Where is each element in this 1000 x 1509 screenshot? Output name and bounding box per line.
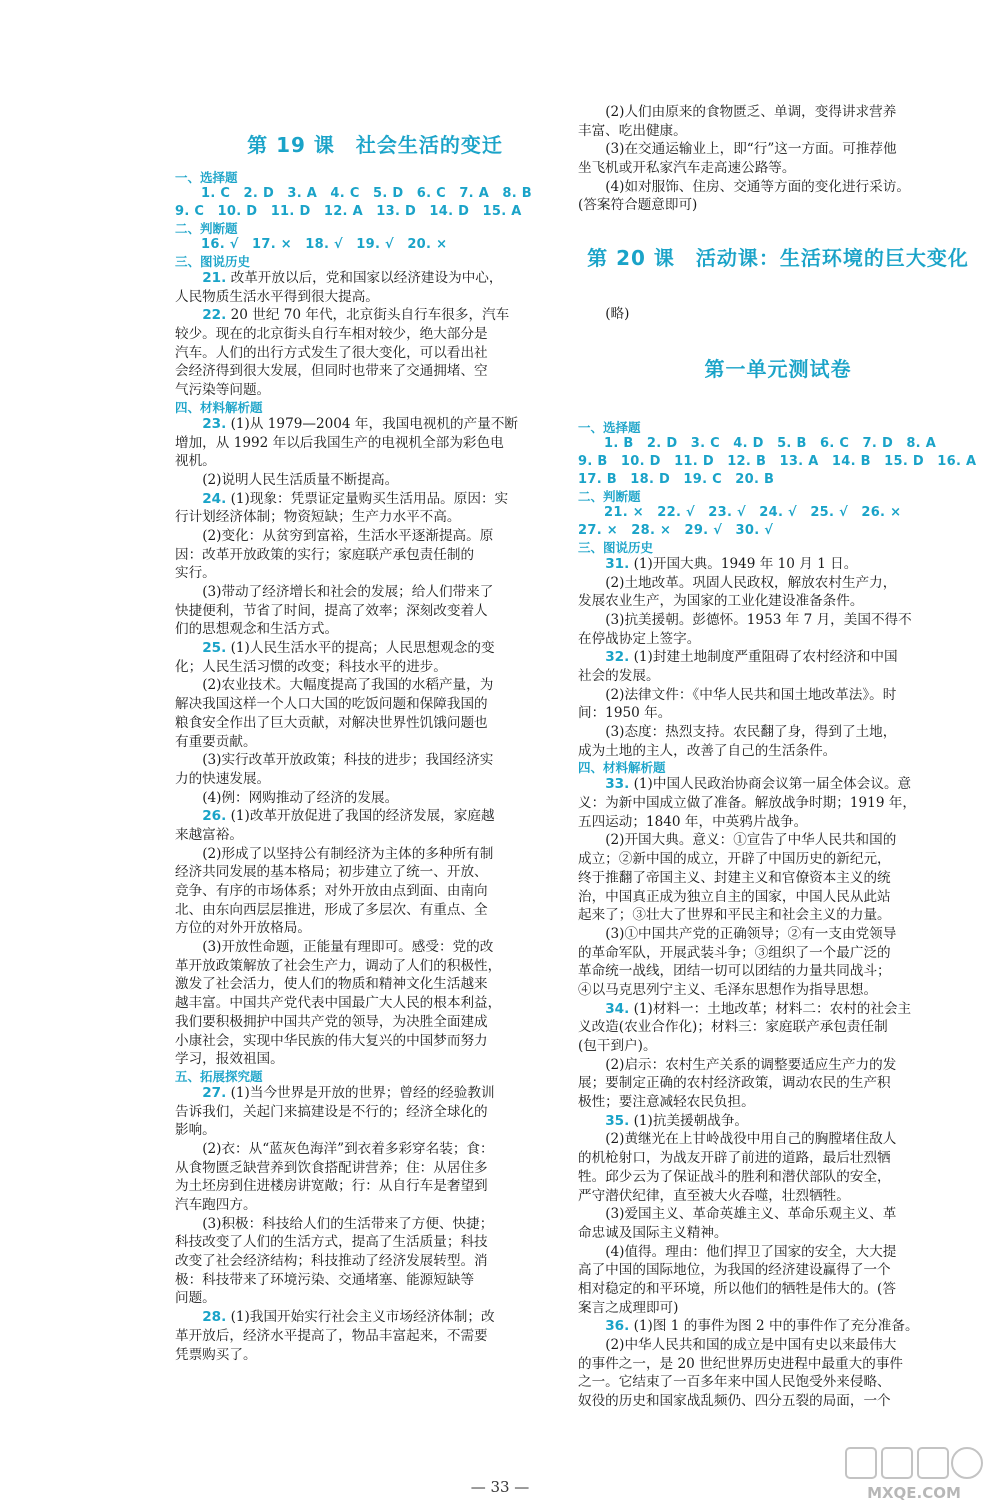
answer-25: 25. (1)人民生活水平的提高；人民思想观念的变 化；人民生活习惯的改变；科技水平的进步。 (2)农业技术。大幅度提高了我国的水稻产量，为 解决我国这样一个人口大国的吃饭问题和保障我国的 粮食安全作出了巨大贡献，对解决世界性饥饿问题也 有重要贡献。 (3)实行改革开放政策；科技的进步；我国经济实 力的快速发展。 (4)例：网购推动了经济的发展。: [175, 640, 495, 806]
answer-21: 21. 改革开放以后，党和国家以经济建设为中心， 人民物质生活水平得到很大提高。: [175, 270, 503, 305]
answer-28-continued: (2)人们由原来的食物匮乏、单调，变得讲求营养 丰富、吃出健康。 (3)在交通运输业上，即“行”这一方面。可推荐他 坐飞机或开私家汽车走高速公路等。 (4)如对服饰、住房、交通等方面的变化进行采访。 (答案符合题意即可): [578, 104, 910, 214]
answer-31: 31. (1)开国大典。1949 年 10 月 1 日。 (2)土地改革。巩固人民政权，解放农村生产力， 发展农业生产，为国家的工业化建设准备条件。 (3)抗美援朝。彭德怀。1953 年 7 月，美国不得不 在停战协定上签字。: [578, 555, 912, 647]
choice-answers-row: 1. B 2. D 3. C 4. D 5. B 6. C 7. D 8. A: [604, 435, 937, 451]
answer-35: 35. (1)抗美援朝战争。 (2)黄继光在上甘岭战役中用自己的胸膛堵住敌人 的机枪射口，为战友开辟了前进的道路，最后壮烈牺 牲。邱少云为了保证战斗的胜利和潜伏部队的安全， 严守潜伏纪律，直至被大火吞噬，壮烈牺牲。 (3)爱国主义、革命英雄主义、革命乐观主义、革 命忠诚及国际主义精神。 (4)值得。理由：他们捍卫了国家的安全，大大提 高了中国的国际地位，为我国的经济建设赢得了一个 相对稳定的和平环境，所以他们的牺牲是伟大的。(答 案言之成理即可): [578, 1112, 897, 1316]
choice-answers-row: 1. C 2. D 3. A 4. C 5. D 6. C 7. A 8. B: [201, 186, 533, 201]
section-choice: 一、选择题: [578, 419, 641, 435]
choice-answers-row: 9. B 10. D 11. D 12. B 13. A 14. B 15. D 16. A: [578, 453, 977, 469]
answer-23: 23. (1)从 1979—2004 年，我国电视机的产量不断 增加，从 1992 年以后我国生产的电视机全部为彩色电 视机。 (2)说明人民生活质量不断提高。: [175, 415, 519, 488]
lesson-20-answer: (略): [605, 306, 630, 323]
answer-22: 22. 20 世纪 70 年代，北京街头自行车很多，汽车 较少。现在的北京街头自行车相对较少，绝大部分是 汽车。人们的出行方式发生了很大变化，可以看出社 会经济得到很大发展，但同时也带来了交通拥堵、空 气污染等问题。: [175, 307, 510, 399]
choice-answers-row: 17. B 18. D 19. C 20. B: [578, 471, 775, 487]
lesson-19-title: 第 19 课 社会生活的变迁: [247, 133, 503, 157]
answer-28: 28. (1)我国开始实行社会主义市场经济体制；改 革开放后，经济水平提高了，物品丰富起来，不需要 凭票购买了。: [175, 1309, 495, 1363]
section-extension: 五、拓展探究题: [175, 1068, 263, 1084]
judge-answers-row: 21. × 22. √ 23. √ 24. √ 25. √ 26. ×: [604, 504, 902, 520]
answer-32: 32. (1)封建土地制度严重阻碍了农村经济和中国 社会的发展。 (2)法律文件：《中华人民共和国土地改革法》。时 间：1950 年。 (3)态度：热烈支持。农民翻了身，得到了土地， 成为土地的主人，改善了自己的生活条件。: [578, 649, 898, 759]
section-material-analysis: 四、材料解析题: [175, 399, 263, 415]
answer-24: 24. (1)现象：凭票证定量购买生活用品。原因：实 行计划经济体制；物资短缺；生产力水平不高。 (2)变化：从贫穷到富裕，生活水平逐渐提高。原 因：改革开放政策的实行；家庭联产承包责任制的 实行。 (3)带动了经济增长和社会的发展；给人们带来了 快捷便利，节省了时间，提高了效率；深刻改变着人 们的思想观念和生活方式。: [175, 490, 509, 638]
section-material-analysis: 四、材料解析题: [578, 760, 666, 776]
unit-test-title: 第一单元测试卷: [704, 356, 852, 381]
page-number: — 33 —: [470, 1478, 530, 1496]
section-picture-history: 三、图说历史: [578, 539, 654, 555]
answer-27: 27. (1)当今世界是开放的世界；曾经的经验教训 告诉我们，关起门来搞建设是不行的；经济全球化的 影响。 (2)衣：从“蓝灰色海洋”到衣着多彩穿名装；食： 从食物匮乏缺营养到饮食搭配讲营养；住：从居住多 为土坯房到住进楼房讲宽敞；行：从自行车是奢望到 汽车跑四方。 (3)积极：科技给人们的生活带来了方便、快捷； 科技改变了人们的生活方式，提高了生活质量；科技 改变了社会经济结构；科技推动了经济发展转型。消 极：科技带来了环境污染、交通堵塞、能源短缺等 问题。: [175, 1084, 495, 1307]
section-judge: 二、判断题: [578, 488, 641, 504]
answer-34: 34. (1)材料一：土地改革；材料二：农村的社会主 义改造(农业合作化)；材料三：家庭联产承包责任制 (包干到户)。 (2)启示：农村生产关系的调整要适应生产力的发 展；要制定正确的农村经济政策，调动农民的生产积 极性；要注意减轻农民负担。: [578, 1000, 912, 1111]
judge-answers-row: 27. × 28. × 29. √ 30. √: [578, 522, 774, 538]
lesson-20-title: 第 20 课 活动课：生活环境的巨大变化: [587, 246, 969, 271]
answer-36: 36. (1)图 1 的事件为图 2 中的事件作了充分准备。 (2)中华人民共和国的成立是中国有史以来最伟大 的事件之一，是 20 世纪世界历史进程中最重大的事件 之一。它结束了一百多年来中国人民饱受外来侵略、 奴役的历史和国家战乱频仍、四分五裂的局面，一个: [578, 1318, 919, 1410]
left-column: [175, 0, 575, 1364]
section-judge: 二、判断题: [175, 221, 238, 236]
svg-text:MXQE.COM: MXQE.COM: [867, 1484, 961, 1502]
answer-33: 33. (1)中国人民政治协商会议第一届全体会议。意 义：为新中国成立做了准备。解放战争时期；1919 年， 五四运动；1840 年，中英鸦片战争。 (2)开国大典。意义：①宣告了中华人民共和国的 成立；②新中国的成立，开辟了中国历史的新纪元， 终于推翻了帝国主义、封建主义和官僚资本主义的统 治，中国真正成为独立自主的国家，中国人民从此站 起来了；③壮大了世界和平民主和社会主义的力量。 (3)①中国共产党的正确领导；②有一支由党领导 的革命军队，开展武装斗争；③组织了一个最广泛的 革命统一战线，团结一切可以团结的力量共同战斗； ④以马克思列宁主义、毛泽东思想作为指导思想。: [578, 776, 916, 998]
answer-26: 26. (1)改革开放促进了我国的经济发展，家庭越 来越富裕。 (2)形成了以坚持公有制经济为主体的多种所有制 经济共同发展的基本格局；初步建立了统一、开放、 竞争、有序的市场体系；对外开放由点到面、由南向 北、由东向西层层推进，形成了多层次、有重点、全 方位的对外开放格局。 (3)开放性命题，正能量有理即可。感受：党的改 革开放政策解放了社会生产力，调动了人们的积极性， 激发了社会活力，使人们的物质和精神文化生活越来 越丰富。中国共产党代表中国最广大人民的根本利益， 我们要积极拥护中国共产党的领导，为决胜全面建成 小康社会，实现中华民族的伟大复兴的中国梦而努力 学习，报效祖国。: [175, 808, 502, 1068]
watermark-logo: [842, 1446, 987, 1504]
judge-answers: 16. √ 17. × 18. √ 19. √ 20. ×: [201, 237, 448, 252]
right-column: [578, 0, 978, 1411]
section-choice: 一、选择题: [175, 170, 238, 185]
section-picture-history: 三、图说历史: [175, 254, 251, 269]
choice-answers-row: 9. C 10. D 11. D 12. A 13. D 14. D 15. A: [175, 204, 522, 219]
